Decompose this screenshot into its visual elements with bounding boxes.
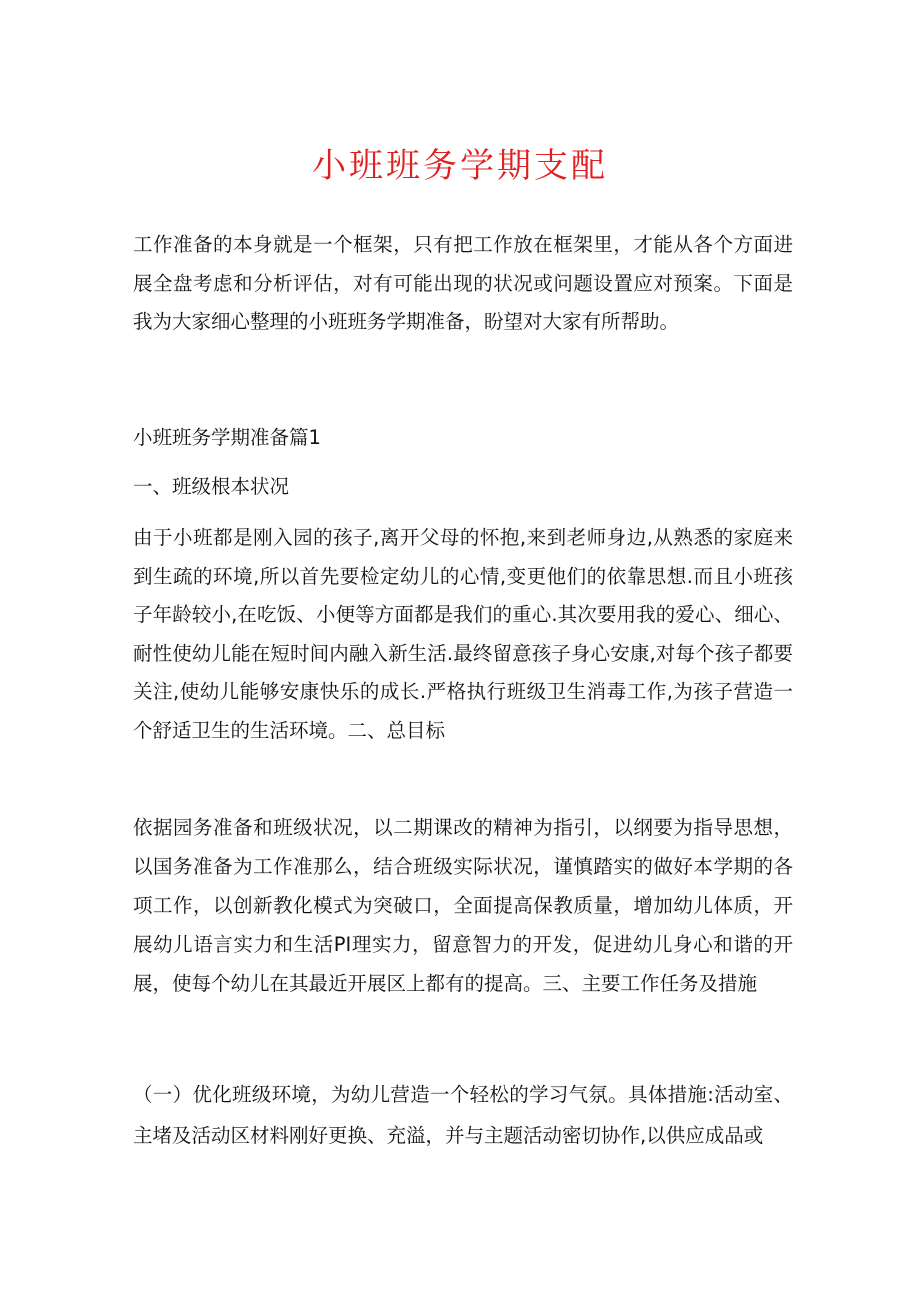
subheading-class-status: 一、班级根本状况 — [133, 475, 290, 498]
paragraph-overall-goals: 依据园务准备和班级状况，以二期课改的精神为指引，以纲要为指导思想，以国务准备为工作准那么，结合班级实际状况，谨慎踏实的做好本学期的各项工作，以创新教化模式为突破口，全面提高保教质量，增加幼儿体质，开展幼儿语言实力和生活PI理实力，留意智力的开发，促进幼儿身心和谐的开展，使每个幼儿在其最近开展区上都有的提高。三、主要工作任务及措施 — [133, 816, 793, 995]
document-title: 小班班务学期支配 — [312, 146, 608, 186]
section-heading: 小班班务学期准备篇1 — [133, 426, 321, 449]
intro-paragraph: 工作准备的本身就是一个框架，只有把工作放在框架里，才能从各个方面进展全盘考虑和分析评估，对有可能出现的状况或问题设置应对预案。下面是我为大家细心整理的小班班务学期准备，盼望对大家有所帮助。 — [133, 233, 793, 333]
paragraph-environment: （一）优化班级环境，为幼儿营造一个轻松的学习气氛。具体措施:活动室、主堵及活动区材料刚好更换、充溢，并与主题活动密切协作,以供应成品或 — [133, 1083, 793, 1147]
paragraph-class-status: 由于小班都是刚入园的孩子,离开父母的怀抱,来到老师身边,从熟悉的家庭来到生疏的环境,所以首先要检定幼儿的心情,变更他们的依靠思想.而且小班孩子年龄较小,在吃饭、小便等方面都是我们的重心.其次要用我的爱心、细心、耐性使幼儿能在短时间内融入新生活.最终留意孩子身心安康,对每个孩子都要关注,使幼儿能够安康快乐的成长.严格执行班级卫生消毒工作,为孩子营造一个舒适卫生的生活环境。二、总目标 — [133, 526, 793, 742]
